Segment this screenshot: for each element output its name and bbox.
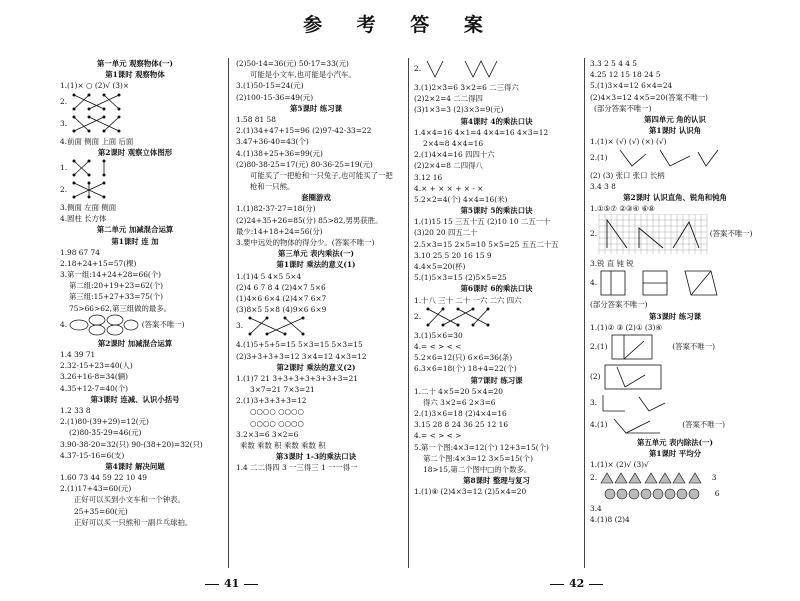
answer-line: 可能买了一把枪和一只兔子,也可能买了一把 [250, 170, 393, 180]
answer-line: 乘数 乘数 积 乘数 乘数 积 [240, 441, 326, 450]
answer-line: ○○○○ ○○○○ [250, 418, 304, 428]
lesson-heading: 第2课时 观察立体图形 [97, 147, 173, 157]
lesson-heading: 第1课时 观察物体 [105, 70, 165, 80]
answer-line: 3.(1)5×6=30 [414, 330, 463, 340]
answer-line: 1.(1)82-37-27=18(分) [236, 204, 316, 214]
match-lines-icon [245, 315, 325, 337]
answer-line: 4.(1)8 (2)4 [590, 514, 630, 524]
answer-line: 2.5×3=15 2×5=10 5×5=25 五五二十五 [414, 239, 559, 249]
answer-line: 得六 3×2=6 2×3=6 [423, 397, 496, 407]
angle-diagram-icon [599, 393, 669, 413]
answer-line: (1)4×6 6×4 (2)4×7 6×7 [236, 293, 327, 303]
answer-line: 2.18+24+15=57(棵) [60, 258, 137, 268]
answer-line: 4. [590, 269, 760, 299]
answer-line: 4.= < > < < [414, 341, 462, 351]
answer-line: 2. [414, 58, 579, 82]
answer-line: 3.要中远处的物体的得分少。(答案不唯一) [236, 238, 375, 247]
answer-line: 2.(1) [590, 148, 760, 170]
page-number-right: 42 [545, 577, 608, 590]
answer-line: 1.(1)× (2)√ (3)√ [590, 460, 649, 470]
answer-line: 2. 3 [590, 471, 760, 487]
answer-line: 1.(1)15 15 三五十五 (2)10 10 二五一十 [414, 217, 551, 227]
answer-line: 第二组:20+19+23=62(个) [69, 281, 164, 291]
unit-heading: 第三单元 表内乘法(一) [277, 249, 355, 259]
answer-line: (3)1×3=3 (2)3×3=9(元) [414, 105, 504, 115]
answer-line: (部分答案不唯一) [590, 300, 648, 310]
answer-line: 2.(1)3×6=18 (2)4×4=16 [414, 409, 507, 419]
lesson-heading: 第5课时 练习课 [289, 103, 343, 113]
angle-diagram-icon [610, 148, 720, 168]
unit-heading: 第二单元 加减混合运算 [96, 225, 174, 235]
column-divider [408, 58, 409, 568]
answer-line: 3.(1)2×3=6 3×2=6 二三得六 [414, 83, 519, 92]
answer-line: (2)2×4=8 二四得八 [414, 161, 483, 171]
answer-column-4 [590, 58, 760, 525]
answer-line: 3.锐 直 钝 锐 [590, 259, 634, 269]
answer-line: 5.第一个图:4×3=12(个) 12+3=15(个) [414, 442, 549, 452]
answer-line: 3.2×3=6 3×2=6 [236, 429, 299, 439]
answer-line: 3.第一组:14+24+28=66(个) [60, 270, 162, 280]
lesson-heading: 第4课时 解决问题 [105, 461, 165, 471]
unit-heading: 第一单元 观察物体(一) [96, 59, 174, 68]
answer-line: 4.(1) (答案不唯一) [590, 415, 760, 437]
answer-line: 1.60 73 44 59 22 10 49 [60, 473, 147, 483]
lesson-heading: 第5课时 5的乘法口诀 [460, 206, 533, 216]
answer-line: 1.58 81 58 [236, 114, 276, 124]
answer-line: 2.(1)34+47+15=96 (2)97-42-33=22 [236, 126, 372, 136]
lesson-heading: 第8课时 整理与复习 [463, 476, 530, 486]
match-lines-icon [69, 92, 139, 112]
answer-line: (2)100-15-36=49(元) [236, 92, 314, 102]
answer-line: 正好可以买到小文车和一个钟表。 [74, 495, 185, 505]
lesson-heading: 第2课时 乘法的意义(2) [276, 362, 356, 372]
answer-line: 3.10 25 5 20 16 15 9 [414, 250, 492, 260]
ellipse-chain-icon [69, 314, 139, 336]
unit-heading: 第五单元 表内除法(一) [636, 438, 714, 447]
match-lines-icon [69, 180, 139, 200]
answer-column-3 [414, 58, 579, 498]
answer-line: 2.(1)4×4=16 四四十六 [414, 150, 495, 160]
lesson-heading: 第3课时 连减、认识小括号 [90, 394, 180, 404]
lesson-heading: 第3课时 练习课 [648, 311, 702, 321]
answer-line: 1.(1)× ○ (2)√ (3)× [60, 81, 130, 91]
answer-line: 可能是小文车,也可能是小汽车。 [250, 70, 356, 80]
grid-angle-icon [599, 214, 707, 254]
answer-line: 3. [236, 315, 396, 339]
answer-line: (2)50-14=36(元) 50-17=33(元) [236, 59, 349, 68]
lesson-heading: 第7课时 练习课 [470, 375, 523, 385]
answer-line: 2.(1) (答案不唯一) [590, 333, 760, 363]
answer-line: (3)20 20 四五二十 [414, 228, 478, 238]
grid-angle-icon [610, 333, 670, 361]
answer-line: 3.4 3 8 [590, 181, 616, 191]
answer-line: 2.(1)3+3+3+3=12 [236, 396, 307, 406]
answer-line: 5.(1)5×3=15 (2)5×5=25 [414, 273, 507, 283]
answer-line: (2)4 6 7 8 4 (2)4×7 5×6 [236, 282, 326, 292]
answer-line: (2)4×3=12 4×5=20(答案不唯一) [590, 92, 708, 102]
answer-line: 3.12 16 [414, 172, 443, 182]
answer-line: 1.4×4=16 4×1=4 4×4=16 4×3=12 [414, 127, 549, 137]
answer-line: 5.2×6=12(只) 6×6=36(条) [414, 353, 513, 363]
angle-diagram-icon [610, 415, 680, 435]
lesson-heading: 第1课时 连 加 [111, 236, 159, 246]
answer-line: 最少:14+18+24=56(分) [236, 226, 323, 236]
answer-line: 3.(1)50-15=24(元) [236, 81, 304, 91]
page-number-left: 41 [200, 577, 263, 590]
answer-line: 18>15,第二个图中□的个数多。 [423, 465, 532, 474]
answer-column-1 [60, 58, 210, 528]
answer-line: ○○○○ ○○○○ [250, 407, 304, 417]
answer-line: 3.3 2 5 4 4 5 [590, 59, 638, 68]
answer-line: (部分答案不唯一) [594, 103, 652, 113]
column-divider [584, 58, 585, 568]
answer-line: 1.(1)× (√) (√) (×) (√) [590, 137, 667, 147]
answer-line: 1.十八 三十 二十 一六 二六 四六 [414, 295, 522, 305]
answer-line: 1.4 39 71 [60, 350, 96, 359]
circle-row-icon [602, 487, 712, 501]
answer-line: (3)8×5 5×8 (4)9×6 6×9 [236, 305, 327, 315]
answer-line: 4.圆柱 长方体 [60, 214, 107, 224]
answer-line: 4. (答案不唯一) [60, 314, 210, 338]
answer-line: 4.35+12-7=40(个) [60, 383, 129, 393]
match-lines-icon [423, 58, 513, 80]
answer-line: (2)24+35+26=85(分) 85>82,男男获胜。 [236, 215, 383, 225]
answer-line: 3.侧面 左面 侧面 [60, 202, 117, 212]
answer-line: 4.37-15-16=6(支) [60, 450, 125, 460]
answer-line: 1.(1)7 21 3+3+3+3+3+3+3=21 [236, 373, 358, 383]
answer-line: 2.(1)17+43=60(元) [60, 484, 132, 494]
answer-line: 3.90-38-20=32(只) 90-(38+20)=32(只) [60, 439, 203, 449]
answer-line: (2)2×2=4 二二得四 [414, 94, 483, 104]
lesson-heading: 第1课时 认识角 [648, 126, 702, 136]
answer-line: (2) (3) 张口 张口 长柄 [590, 170, 665, 180]
match-lines-icon [69, 158, 139, 178]
answer-line: 5.(1)3×4=12 6×4=24 [590, 81, 673, 91]
answer-line: 1. [60, 158, 210, 180]
answer-line: 2.(1)80-(39+29)=12(元) [60, 417, 149, 427]
answer-line: 1.(1)⑧ (2)4×3=12 (2)5×4=20 [414, 487, 527, 497]
answer-line: 4.(1)5+5+5=15 5×3=15 5×3=15 [236, 340, 363, 350]
answer-line: 3. [590, 393, 760, 415]
answer-line: 2. (答案不唯一) [590, 214, 760, 258]
grid-angle-icon [603, 363, 673, 391]
answer-line: 2.32-15+23=40(人) [60, 361, 133, 371]
answer-line: 2. [60, 180, 210, 202]
answer-line: 3.47+36-40=43(个) [236, 137, 309, 147]
lesson-heading: 第3课时 1-3的乘法口诀 [275, 452, 357, 462]
answer-line: 2. [60, 92, 210, 114]
answer-line: 6.3×6=18(个) 18+4=22(个) [414, 364, 517, 374]
answer-line: 5.2×2=4(个) 4×4=16(米) [414, 194, 508, 204]
answer-line: (2) [590, 363, 760, 393]
answer-line: (2)80-38-25=17(元) 80-36-25=19(元) [236, 159, 373, 169]
answer-line: 2×4=8 4×4=16 [423, 138, 484, 148]
answer-line: 枪和一只熊。 [250, 182, 295, 192]
answer-line: 第二个图:4×3=12 3×5=15(个) [423, 453, 533, 463]
match-lines-icon [69, 114, 139, 134]
match-lines-icon [423, 306, 513, 328]
answer-line: 3. [60, 114, 210, 136]
answer-line: (2)3+3+3+3=12 3×4=12 4×3=12 [236, 351, 367, 361]
lesson-heading: 第2课时 加减混合运算 [97, 338, 173, 348]
answer-line: 6 [590, 487, 760, 503]
answer-line: 1.(1)② ③ (2)① (3)④ [590, 322, 663, 332]
answer-line: 1.二十 4×5=20 5×4=20 [414, 386, 503, 396]
answer-line: 4.× + × × + × - × [414, 183, 484, 193]
lesson-heading: 第4课时 4的乘法口诀 [460, 116, 533, 126]
answer-line: 3.4 [590, 503, 602, 513]
answer-line: 3.26+16-8=34(辆) [60, 372, 129, 382]
lesson-heading: 第1课时 乘法的意义(1) [276, 260, 356, 270]
answer-line: 75>66>62,第三组做的最多。 [69, 303, 172, 313]
answer-line: 1.98 67 74 [60, 247, 100, 257]
answer-line: 第三组:15+27+33=75(个) [69, 292, 164, 302]
answer-line: 1.2 33 8 [60, 405, 91, 415]
answer-line: 4.前面 侧面 上面 后面 [60, 136, 134, 146]
answer-line: 正好可以买一只熊和一副乒乓球拍。 [74, 517, 193, 527]
answer-line: 1.①⑤⑦ ②③④ ⑥⑧ [590, 204, 655, 214]
answer-line: 4.= < > < > [414, 431, 462, 441]
lesson-heading: 第2课时 认识直角、锐角和钝角 [623, 192, 727, 202]
answer-column-2 [236, 58, 396, 474]
answer-line: 4.(1)38+25+36=99(元) [236, 148, 323, 158]
grid-angle-icon [599, 269, 719, 297]
answer-line: 3.15 28 8 24 36 25 12 16 [414, 420, 509, 430]
lesson-heading: 套圈游戏 [301, 193, 331, 203]
answer-line: 25+35=60(元) [74, 506, 128, 516]
answer-line: 4.25 12 15 18 24 5 [590, 70, 661, 80]
lesson-heading: 第1课时 平均分 [648, 449, 702, 459]
column-divider [228, 58, 229, 568]
answer-line: 2. [414, 306, 579, 330]
lesson-heading: 第6课时 6的乘法口诀 [460, 284, 533, 294]
answer-line: (2)80-35-29=46(元) [69, 428, 142, 438]
answer-line: 3×7=21 7×3=21 [250, 385, 315, 395]
answer-line: 1.(1)4 5 4×5 5×4 [236, 271, 302, 281]
page-title: 参 考 答 案 [303, 14, 497, 36]
answer-line: 1.4 二二得四 3 一三得三 1 一一得一 [236, 463, 358, 473]
answer-line: 4.4×5=20(杯) [414, 262, 466, 271]
triangle-row-icon [599, 471, 709, 485]
unit-heading: 第四单元 角的认识 [644, 114, 706, 124]
